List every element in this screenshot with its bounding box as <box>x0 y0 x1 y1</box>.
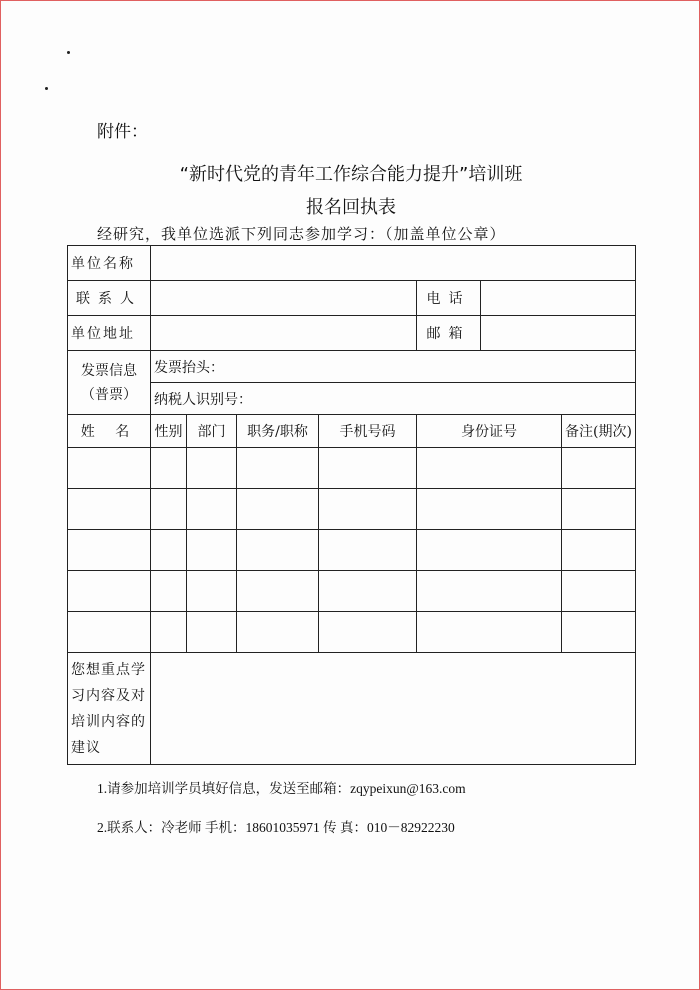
unit-name-field[interactable] <box>151 246 636 281</box>
position-cell[interactable] <box>237 448 319 489</box>
remarks-cell[interactable] <box>562 448 636 489</box>
scan-speck <box>45 87 48 90</box>
taxpayer-id-row <box>68 383 636 415</box>
intro-text: 经研究，我单位选派下列同志参加学习：（加盖单位公章） <box>97 225 506 243</box>
position-cell[interactable] <box>237 612 319 653</box>
remarks-cell[interactable] <box>562 612 636 653</box>
id-number-cell[interactable] <box>417 612 562 653</box>
name-cell[interactable] <box>68 612 151 653</box>
invoice-info-label-line2: （普票） <box>81 386 137 403</box>
taxpayer-id-field[interactable] <box>151 383 636 415</box>
invoice-title-field[interactable] <box>151 351 636 383</box>
suggestion-label <box>68 653 151 765</box>
name-cell[interactable] <box>68 530 151 571</box>
name-cell[interactable] <box>68 489 151 530</box>
name-cell[interactable] <box>68 448 151 489</box>
table-row <box>68 612 636 653</box>
column-header-department: 部门 <box>187 415 237 448</box>
suggestion-row <box>68 653 636 765</box>
email-label: 邮箱 <box>417 316 481 351</box>
id-number-cell[interactable] <box>417 489 562 530</box>
contact-row <box>68 281 636 316</box>
unit-name-row <box>68 246 636 281</box>
gender-cell[interactable] <box>151 448 187 489</box>
suggestion-label-text: 您想重点学习内容及对培训内容的建议 <box>71 661 146 756</box>
position-cell[interactable] <box>237 571 319 612</box>
department-cell[interactable] <box>187 571 237 612</box>
position-cell[interactable] <box>237 530 319 571</box>
address-field[interactable] <box>151 316 417 351</box>
invoice-title-row <box>68 351 636 383</box>
id-number-cell[interactable] <box>417 448 562 489</box>
attachment-label: 附件： <box>97 122 148 142</box>
table-row <box>68 448 636 489</box>
column-header-mobile: 手机号码 <box>319 415 417 448</box>
mobile-cell[interactable] <box>319 612 417 653</box>
column-header-id-number: 身份证号 <box>417 415 562 448</box>
note-email: 1.请参加培训学员填好信息，发送至邮箱：zqypeixun@163.com <box>97 781 466 796</box>
department-cell[interactable] <box>187 448 237 489</box>
taxpayer-id-label: 纳税人识别号： <box>154 391 252 408</box>
invoice-info-label <box>68 351 151 415</box>
position-cell[interactable] <box>237 489 319 530</box>
remarks-cell[interactable] <box>562 571 636 612</box>
column-header-name: 姓 名 <box>68 415 151 448</box>
mobile-cell[interactable] <box>319 530 417 571</box>
phone-field[interactable] <box>481 281 636 316</box>
id-number-cell[interactable] <box>417 530 562 571</box>
department-cell[interactable] <box>187 489 237 530</box>
registration-form-table <box>67 245 636 765</box>
scan-speck <box>67 51 70 54</box>
email-field[interactable] <box>481 316 636 351</box>
contact-label: 联系人 <box>68 281 151 316</box>
department-cell[interactable] <box>187 612 237 653</box>
invoice-title-label: 发票抬头： <box>154 359 224 376</box>
address-label: 单位地址 <box>68 316 151 351</box>
mobile-cell[interactable] <box>319 448 417 489</box>
table-row <box>68 530 636 571</box>
mobile-cell[interactable] <box>319 489 417 530</box>
remarks-cell[interactable] <box>562 530 636 571</box>
address-row <box>68 316 636 351</box>
gender-cell[interactable] <box>151 571 187 612</box>
gender-cell[interactable] <box>151 612 187 653</box>
gender-cell[interactable] <box>151 489 187 530</box>
table-row <box>68 571 636 612</box>
phone-label: 电话 <box>417 281 481 316</box>
table-row <box>68 489 636 530</box>
suggestion-field[interactable] <box>151 653 636 765</box>
name-cell[interactable] <box>68 571 151 612</box>
document-subtitle: 报名回执表 <box>306 197 396 218</box>
column-header-remarks: 备注(期次) <box>562 415 636 448</box>
unit-name-label: 单位名称 <box>68 246 151 281</box>
column-header-position: 职务/职称 <box>237 415 319 448</box>
column-header-gender: 性别 <box>151 415 187 448</box>
mobile-cell[interactable] <box>319 571 417 612</box>
contact-field[interactable] <box>151 281 417 316</box>
invoice-info-label-line1: 发票信息 <box>81 362 137 379</box>
document-title: “新时代党的青年工作综合能力提升”培训班 <box>179 164 523 185</box>
department-cell[interactable] <box>187 530 237 571</box>
remarks-cell[interactable] <box>562 489 636 530</box>
id-number-cell[interactable] <box>417 571 562 612</box>
participants-header-row <box>68 415 636 448</box>
gender-cell[interactable] <box>151 530 187 571</box>
note-contact: 2.联系人：冷老师 手机：18601035971 传 真：010－82922230 <box>97 820 455 835</box>
